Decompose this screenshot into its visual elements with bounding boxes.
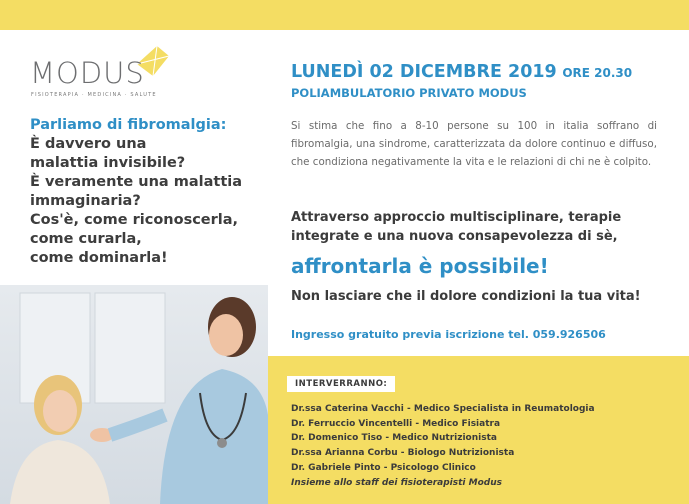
event-time: ORE 20.30 — [562, 66, 633, 80]
event-venue: POLIAMBULATORIO PRIVATO MODUS — [291, 86, 527, 100]
intro-line: È davvero una — [30, 136, 147, 152]
doctor-patient-photo — [0, 285, 268, 504]
description-paragraph: Si stima che fino a 8-10 persone su 100 in italia soffrano di fibromalgia, una sindrome, caratterizzata da dolore continuo e diffuso, che condiziona negativamente la vita e le relazioni di chi ne è colpito. — [291, 120, 657, 168]
speaker-item: Dr.ssa Arianna Corbu - Biologo Nutrizionista — [291, 448, 515, 459]
entry-info: Ingresso gratuito previa iscrizione tel. 059.926506 — [291, 328, 606, 341]
speaker-item: Dr. Gabriele Pinto - Psicologo Clinico — [291, 462, 476, 473]
intro-line: È veramente una malattia — [30, 174, 242, 190]
intro-title: Parliamo di fibromalgia: — [30, 117, 227, 133]
speakers-list — [291, 402, 595, 490]
speakers-label: INTERVERRANNO: — [287, 376, 395, 392]
intro-line: come curarla, — [30, 231, 142, 247]
event-date: LUNEDÌ 02 DICEMBRE 2019 — [291, 62, 557, 82]
intro-heading — [30, 116, 270, 268]
modus-logo — [30, 44, 170, 104]
slogan-text: Non lasciare che il dolore condizioni la tua vita! — [291, 289, 641, 304]
speaker-item: Dr.ssa Caterina Vacchi - Medico Specialista in Reumatologia — [291, 404, 595, 414]
speaker-item: Dr. Domenico Tiso - Medico Nutrizionista — [291, 433, 497, 444]
intro-line: come dominarla! — [30, 250, 168, 266]
staff-note: Insieme allo staff dei fisioterapisti Modus — [291, 477, 502, 488]
top-yellow-band — [0, 0, 689, 30]
highlight-text: affrontarla è possibile! — [291, 254, 549, 278]
intro-line: immaginaria? — [30, 193, 141, 209]
photo-illustration — [0, 285, 268, 504]
intro-line: Cos'è, come riconoscerla, — [30, 212, 239, 228]
logo-tagline: FISIOTERAPIA · MEDICINA · SALUTE — [31, 92, 157, 98]
speaker-item: Dr. Ferruccio Vincentelli - Medico Fisiatra — [291, 418, 501, 429]
approach-paragraph: Attraverso approccio multisciplinare, terapie integrate e una nuova consapevolezza di sè, — [291, 210, 622, 244]
intro-line: malattia invisibile? — [30, 155, 186, 171]
logo-wordmark: MODUS — [30, 56, 145, 90]
event-date-time — [291, 62, 632, 82]
